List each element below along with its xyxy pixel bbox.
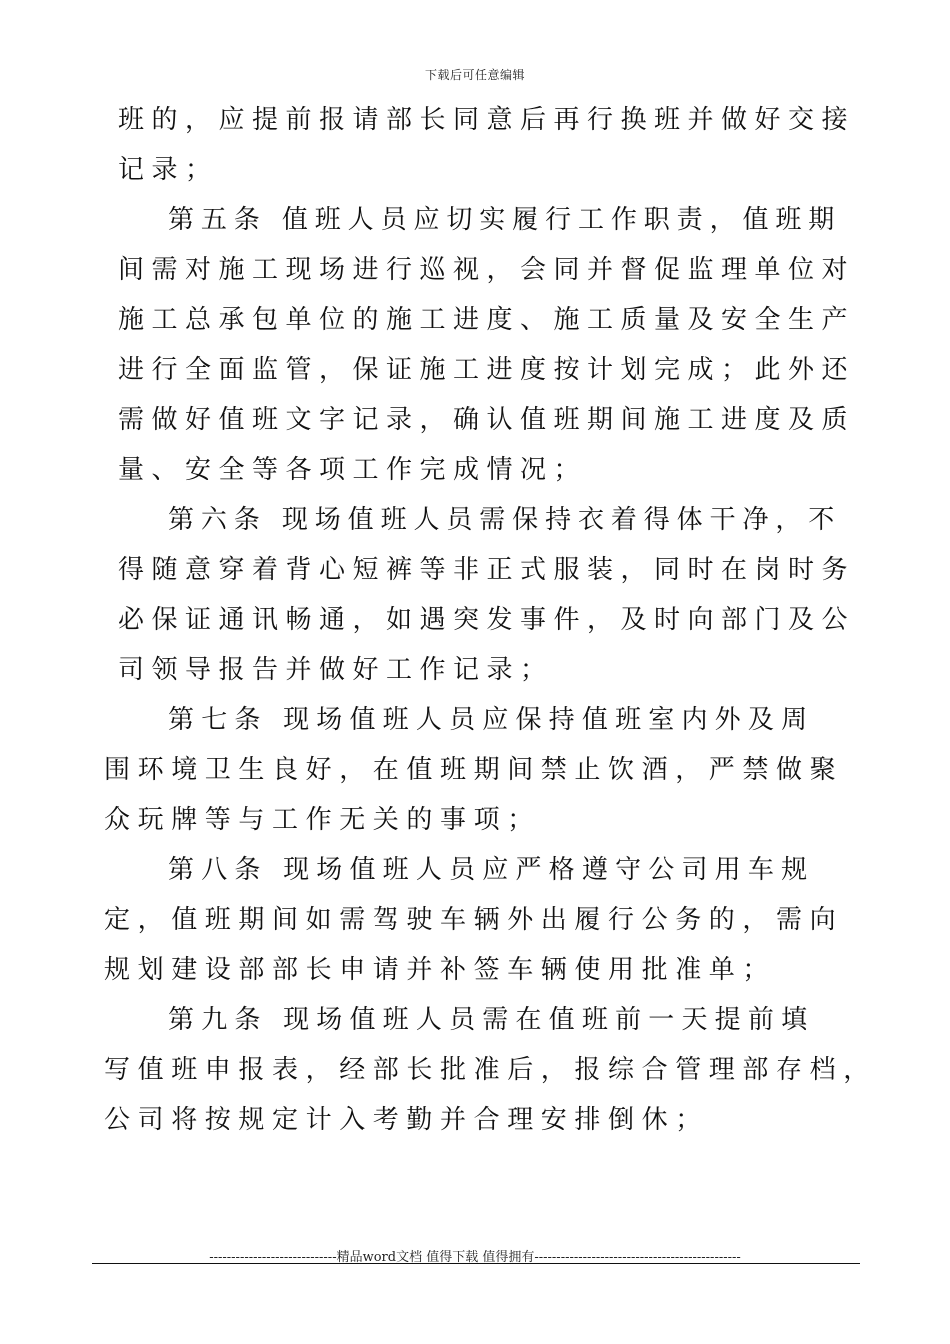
text-line: 第五条 值班人员应切实履行工作职责，值班期 [168, 205, 842, 235]
text-line: 司领导报告并做好工作记录； [118, 655, 554, 685]
text-line: 众玩牌等与工作无关的事项； [104, 805, 541, 835]
footer-text: -----------------------------精品word文档 值得下载 值得拥有----------------------------------------------- [209, 1250, 741, 1265]
text-line: 写值班申报表，经部长批准后，报综合管理部存档， [104, 1055, 877, 1085]
text-line: 第六条 现场值班人员需保持衣着得体干净，不 [168, 505, 842, 535]
text-line: 得随意穿着背心短裤等非正式服装，同时在岗时务 [118, 555, 856, 585]
text-line: 围环境卫生良好，在值班期间禁止饮酒，严禁做聚 [104, 755, 844, 785]
footer-divider [92, 1263, 860, 1264]
text-line: 第八条 现场值班人员应严格遵守公司用车规 [168, 855, 815, 885]
text-line: 进行全面监管，保证施工进度按计划完成；此外还 [118, 355, 856, 385]
text-line: 记录； [118, 155, 219, 185]
text-line: 班的，应提前报请部长同意后再行换班并做好交接 [118, 105, 856, 135]
text-line: 量、安全等各项工作完成情况； [118, 455, 588, 485]
text-line: 施工总承包单位的施工进度、施工质量及安全生产 [118, 305, 856, 335]
text-line: 规划建设部部长申请并补签车辆使用批准单； [104, 955, 777, 985]
page-header: 下载后可任意编辑 [424, 68, 525, 82]
text-line: 第七条 现场值班人员应保持值班室内外及周 [168, 705, 815, 735]
text-line: 间需对施工现场进行巡视，会同并督促监理单位对 [118, 255, 856, 285]
text-line: 公司将按规定计入考勤并合理安排倒休； [104, 1105, 709, 1135]
text-line: 第九条 现场值班人员需在值班前一天提前填 [168, 1005, 815, 1035]
text-line: 必保证通讯畅通，如遇突发事件，及时向部门及公 [118, 605, 856, 635]
text-line: 需做好值班文字记录，确认值班期间施工进度及质 [118, 405, 856, 435]
text-line: 定，值班期间如需驾驶车辆外出履行公务的，需向 [104, 905, 844, 935]
